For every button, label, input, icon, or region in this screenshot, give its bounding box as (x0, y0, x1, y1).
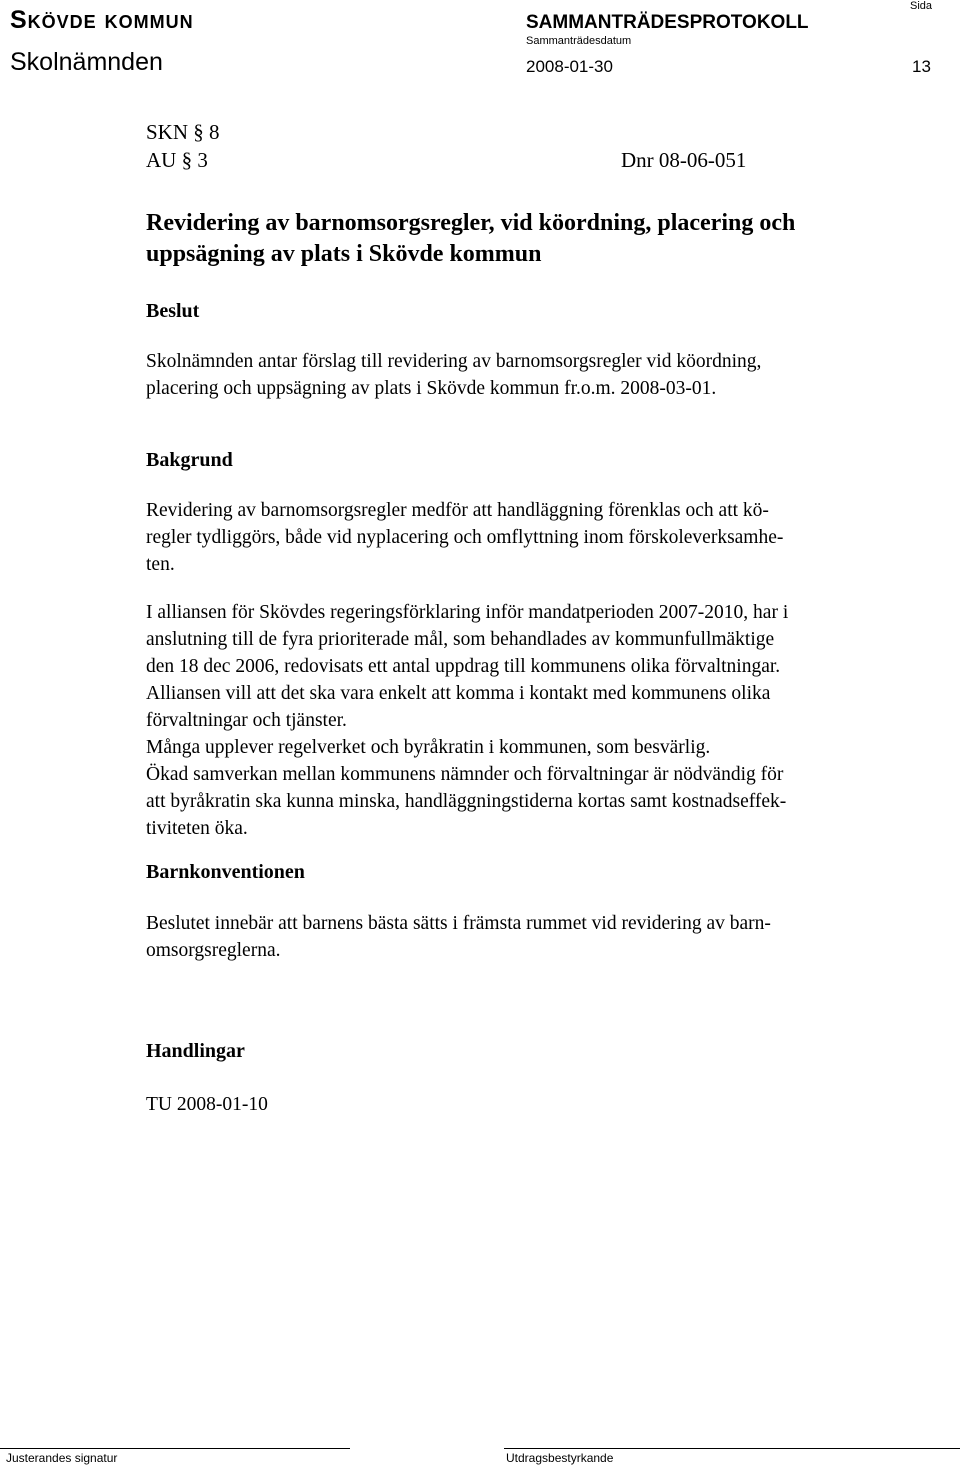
text-line: Alliansen vill att det ska vara enkelt att komma i kontakt med kommunens olika (146, 683, 771, 704)
au-reference: AU § 3 (146, 148, 208, 172)
barnkonventionen-text (146, 910, 906, 964)
text-line: anslutning till de fyra prioriterade mål, som behandlades av kommunfullmäktige (146, 629, 775, 650)
text-line: tiviteten öka. (146, 818, 248, 839)
text-line: förvaltningar och tjänster. (146, 710, 347, 731)
text-line: Revidering av barnomsorgsregler medför att handläggning förenklas och att kö- (146, 500, 769, 521)
beslut-text (146, 348, 906, 402)
footer-divider-right (504, 1448, 960, 1449)
heading-barnkonventionen: Barnkonventionen (146, 861, 305, 883)
page-number: 13 (912, 57, 931, 76)
heading-bakgrund: Bakgrund (146, 449, 233, 471)
document-title (146, 208, 906, 270)
text-line: ten. (146, 554, 175, 575)
bakgrund-paragraph-2 (146, 599, 906, 842)
text-line: TU 2008-01-10 (146, 1094, 268, 1115)
text-line: Många upplever regelverket och byråkratin i kommunen, som besvärlig. (146, 737, 711, 758)
title-line: Revidering av barnomsorgsregler, vid köordning, placering och (146, 210, 796, 236)
text-line: den 18 dec 2006, redovisats ett antal uppdrag till kommunens olika förvaltningar. (146, 656, 781, 677)
heading-beslut: Beslut (146, 300, 200, 322)
footer-signature-label: Justerandes signatur (6, 1451, 118, 1465)
title-line: uppsägning av plats i Skövde kommun (146, 241, 542, 267)
bakgrund-paragraph-1 (146, 497, 906, 578)
footer-divider-left (0, 1448, 350, 1449)
handlingar-text (146, 1091, 906, 1118)
skn-reference: SKN § 8 (146, 120, 220, 144)
heading-handlingar: Handlingar (146, 1040, 245, 1062)
text-line: omsorgsreglerna. (146, 940, 281, 961)
text-line: att byråkratin ska kunna minska, handläggningstiderna kortas samt kostnadseffek- (146, 791, 787, 812)
committee-name: Skolnämnden (10, 48, 163, 76)
meeting-date: 2008-01-30 (526, 57, 613, 76)
text-line: Ökad samverkan mellan kommunens nämnder och förvaltningar är nödvändig för (146, 764, 784, 785)
footer-certification-label: Utdragsbestyrkande (506, 1451, 614, 1465)
protocol-title: SAMMANTRÄDESPROTOKOLL (526, 12, 809, 33)
meeting-date-label: Sammanträdesdatum (526, 35, 632, 47)
dnr-reference: Dnr 08-06-051 (621, 148, 747, 172)
text-line: Skolnämnden antar förslag till revidering av barnomsorgsregler vid köordning, (146, 351, 762, 372)
municipality-logo: Skövde kommun (10, 6, 194, 34)
text-line: I alliansen för Skövdes regeringsförklaring inför mandatperioden 2007-2010, har i (146, 602, 789, 623)
text-line: placering och uppsägning av plats i Skövde kommun fr.o.m. 2008-03-01. (146, 378, 717, 399)
text-line: Beslutet innebär att barnens bästa sätts i främsta rummet vid revidering av barn- (146, 913, 771, 934)
page-label: Sida (910, 0, 933, 12)
text-line: regler tydliggörs, både vid nyplacering och omflyttning inom förskoleverksamhe- (146, 527, 784, 548)
